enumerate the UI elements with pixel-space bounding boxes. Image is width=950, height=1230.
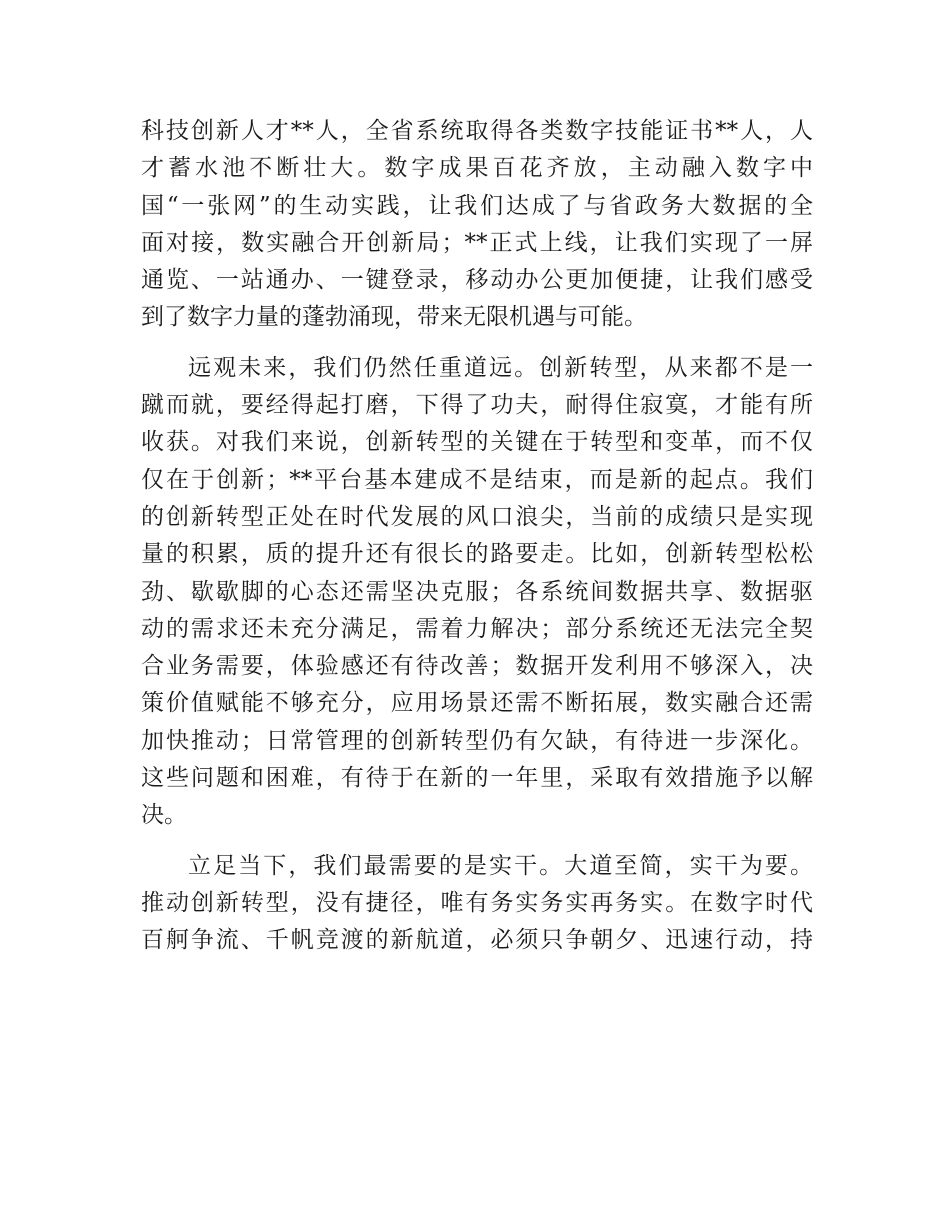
- document-body: [141, 113, 813, 960]
- text-line: 策价值赋能不够充分，应用场景还需不断拓展，数实融合还需: [141, 690, 813, 717]
- text-line: 立足当下，我们最需要的是实干。大道至简，实干为要。: [188, 852, 813, 879]
- text-line: 仅在于创新；**平台基本建成不是结束，而是新的起点。我们: [141, 466, 813, 493]
- text-line: 面对接，数实融合开创新局；**正式上线，让我们实现了一屏: [141, 229, 813, 256]
- text-line: 加快推动；日常管理的创新转型仍有欠缺，有待进一步深化。: [141, 727, 813, 754]
- text-line: 科技创新人才**人，全省系统取得各类数字技能证书**人，人: [141, 118, 813, 144]
- paragraph-spacer: [141, 337, 813, 350]
- text-line: 推动创新转型，没有捷径，唯有务实务实再务实。在数字时代: [141, 889, 813, 916]
- text-line: 蹴而就，要经得起打磨，下得了功夫，耐得住寂寞，才能有所: [141, 392, 813, 419]
- text-line: 的创新转型正处在时代发展的风口浪尖，当前的成绩只是实现: [141, 503, 813, 530]
- text-line: 通览、一站通办、一键登录，移动办公更加便捷，让我们感受: [141, 267, 813, 294]
- text-line: 劲、歇歇脚的心态还需坚决克服；各系统间数据共享、数据驱: [141, 578, 813, 605]
- paragraph-spacer: [141, 835, 813, 848]
- text-line: 合业务需要，体验感还有待改善；数据开发利用不够深入，决: [141, 653, 813, 680]
- paragraph-1: [141, 113, 813, 337]
- paragraph-3: [141, 848, 813, 960]
- text-line: 量的积累，质的提升还有很长的路要走。比如，创新转型松松: [141, 541, 813, 568]
- text-line: 这些问题和困难，有待于在新的一年里，采取有效措施予以解: [141, 765, 813, 792]
- paragraph-2: [141, 350, 813, 835]
- text-line: 百舸争流、千帆竞渡的新航道，必须只争朝夕、迅速行动，持: [141, 927, 813, 954]
- text-line: 远观未来，我们仍然任重道远。创新转型，从来都不是一: [188, 354, 813, 381]
- text-line: 到了数字力量的蓬勃涌现，带来无限机遇与可能。: [141, 304, 647, 331]
- text-line: 才蓄水池不断壮大。数字成果百花齐放，主动融入数字中: [141, 155, 813, 182]
- text-line: 收获。对我们来说，创新转型的关键在于转型和变革，而不仅: [141, 429, 813, 456]
- text-line: 决。: [141, 802, 187, 829]
- text-line: 动的需求还未充分满足，需着力解决；部分系统还无法完全契: [141, 615, 813, 642]
- text-line: 国“一张网”的生动实践，让我们达成了与省政务大数据的全: [141, 192, 813, 219]
